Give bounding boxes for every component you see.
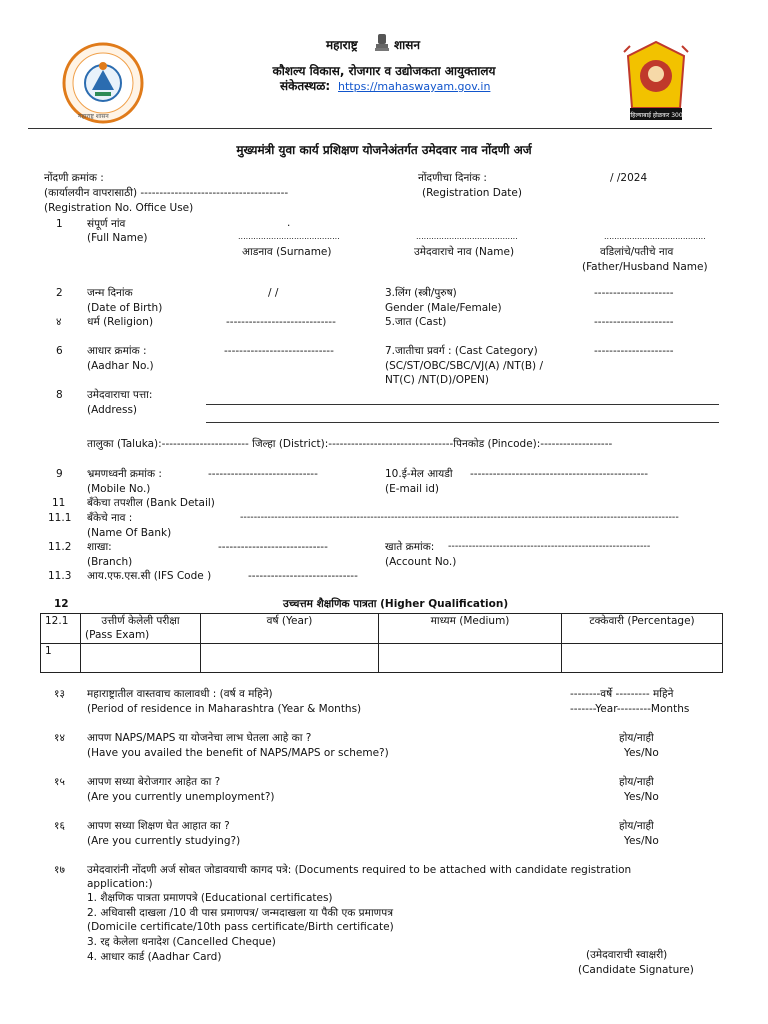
field-number: १३ xyxy=(54,688,65,700)
dob-field[interactable]: / / xyxy=(268,287,279,299)
right-logo-caption: अहिल्याबाई होळकर 300 xyxy=(626,112,683,119)
header-cell xyxy=(81,614,201,644)
naps-label: आपण NAPS/MAPS या योजनेचा लाभ घेतला आहे का ? xyxy=(87,732,312,744)
address-label-en: (Address) xyxy=(87,404,138,416)
registration-date-label: नोंदणीचा दिनांक : xyxy=(418,172,487,184)
religion-field[interactable]: ----------------------------- xyxy=(226,316,336,328)
percentage-cell[interactable] xyxy=(562,644,723,673)
bank-name-field[interactable]: -------------------------------------------------------------------------------------------------------------------------------- xyxy=(240,512,679,523)
gender-field[interactable]: --------------------- xyxy=(594,287,674,299)
bank-name-label-en: (Name Of Bank) xyxy=(87,527,172,539)
bank-detail-label: बँकेचा तपशील (Bank Detail) xyxy=(87,497,215,509)
address-line-1[interactable] xyxy=(206,404,719,405)
residence-period-field[interactable]: --------वर्षे --------- महिने xyxy=(570,688,674,700)
registration-date-label-en: (Registration Date) xyxy=(422,187,522,199)
residence-period-label: महाराष्ट्रातील वास्तवाच कालावधी : (वर्ष व महिने) xyxy=(87,688,273,700)
header-website-label: संकेतस्थळ: xyxy=(280,79,331,93)
row-number: 1 xyxy=(41,644,81,673)
studying-label-en: (Are you currently studying?) xyxy=(87,835,241,847)
table-row xyxy=(41,644,723,673)
header-maharashtra: महाराष्ट्र xyxy=(326,38,358,52)
father-name-label-en: (Father/Husband Name) xyxy=(582,261,708,273)
category-options: (SC/ST/OBC/SBC/VJ(A) /NT(B) / xyxy=(385,360,544,372)
documents-title-2: application:) xyxy=(87,878,153,890)
branch-label: शाखा: xyxy=(87,541,112,553)
pass-exam-header-en: (Pass Exam) xyxy=(85,628,150,641)
pass-exam-header: उत्तीर्ण केलेली परीक्षा xyxy=(101,615,180,627)
category-label: 7.जातीचा प्रवर्ग : (Cast Category) xyxy=(385,345,538,357)
field-number: 12 xyxy=(54,598,69,610)
religion-label: धर्म (Religion) xyxy=(87,316,154,328)
pass-exam-cell[interactable] xyxy=(81,644,201,673)
aadhar-label: आधार क्रमांक : xyxy=(87,345,147,357)
unemployed-answer[interactable]: होय/नाही xyxy=(619,776,654,788)
full-name-dot: . xyxy=(287,217,291,229)
full-name-label-en: (Full Name) xyxy=(87,232,148,244)
bank-name-label: बँकेचे नाव : xyxy=(87,512,133,524)
signature-label: (उमेदवाराची स्वाक्षरी) xyxy=(586,949,668,961)
email-label-en: (E-mail id) xyxy=(385,483,440,495)
medium-cell[interactable] xyxy=(379,644,562,673)
field-number: 9 xyxy=(56,468,63,480)
year-cell[interactable] xyxy=(201,644,379,673)
address-line-2[interactable] xyxy=(206,422,719,423)
cast-field[interactable]: --------------------- xyxy=(594,316,674,328)
taluka-district-pincode[interactable]: तालुका (Taluka):----------------------- जिल्हा (District):---------------------------------पिनकोड (Pincode):------------------- xyxy=(87,438,613,450)
field-number: 6 xyxy=(56,345,63,357)
naps-answer[interactable]: होय/नाही xyxy=(619,732,654,744)
address-label: उमेदवाराचा पत्ता: xyxy=(87,389,153,401)
document-item: 4. आधार कार्ड (Aadhar Card) xyxy=(87,951,222,963)
residence-period-field-en[interactable]: -------Year---------Months xyxy=(570,703,690,715)
national-emblem-icon xyxy=(372,32,392,56)
account-label-en: (Account No.) xyxy=(385,556,457,568)
surname-label: आडनाव (Surname) xyxy=(242,246,332,258)
signature-label-en: (Candidate Signature) xyxy=(578,964,694,976)
account-label: खाते क्रमांक: xyxy=(385,541,435,553)
field-number: 8 xyxy=(56,389,63,401)
unemployed-label-en: (Are you currently unemployment?) xyxy=(87,791,275,803)
table-header-row xyxy=(41,614,723,644)
father-name-field[interactable]: ........................................ xyxy=(604,232,706,241)
qualification-title: उच्चत्तम शैक्षणिक पात्रता (Higher Qualification) xyxy=(283,598,509,610)
left-logo-caption: महाराष्ट्र शासन xyxy=(78,113,109,120)
field-number: १५ xyxy=(54,776,65,788)
document-item: (Domicile certificate/10th pass certificate/Birth certificate) xyxy=(87,921,394,933)
studying-answer[interactable]: होय/नाही xyxy=(619,820,654,832)
document-item: 3. रद्द केलेला धनादेश (Cancelled Cheque) xyxy=(87,936,276,948)
studying-answer-en[interactable]: Yes/No xyxy=(624,835,659,847)
registration-no-label-en: (Registration No. Office Use) xyxy=(44,202,194,214)
gender-label-en: Gender (Male/Female) xyxy=(385,302,502,314)
naps-answer-en[interactable]: Yes/No xyxy=(624,747,659,759)
registration-date-value: / /2024 xyxy=(610,172,648,184)
naps-label-en: (Have you availed the benefit of NAPS/MAPS or scheme?) xyxy=(87,747,389,759)
father-name-label: वडिलांचे/पतीचे नाव xyxy=(600,246,674,258)
email-label: 10.ई-मेल आयडी xyxy=(385,468,453,480)
category-options-2: NT(C) /NT(D)/OPEN) xyxy=(385,374,489,386)
header-department: कौशल्य विकास, रोजगार व उद्योजकता आयुक्तालय xyxy=(272,64,496,78)
surname-field[interactable]: ........................................ xyxy=(238,232,340,241)
gender-label: 3.लिंग (स्त्री/पुरुष) xyxy=(385,287,457,299)
unemployed-answer-en[interactable]: Yes/No xyxy=(624,791,659,803)
field-number: 11.2 xyxy=(48,541,72,553)
category-field[interactable]: --------------------- xyxy=(594,345,674,357)
mobile-label: भ्रमणध्वनी क्रमांक : xyxy=(87,468,162,480)
skill-department-logo xyxy=(62,42,144,124)
field-number: ४ xyxy=(56,316,62,328)
form-title: मुख्यमंत्री युवा कार्य प्रशिक्षण योजनेअंतर्गत उमेदवार नाव नोंदणी अर्ज xyxy=(236,143,532,157)
year-header: वर्ष (Year) xyxy=(201,614,379,644)
aadhar-label-en: (Aadhar No.) xyxy=(87,360,154,372)
ifsc-field[interactable]: ----------------------------- xyxy=(248,570,358,582)
document-item: 2. अधिवासी दाखला /10 वी पास प्रमाणपत्र/ जन्मदाखला या पैकी एक प्रमाणपत्र xyxy=(87,907,394,919)
field-number: 2 xyxy=(56,287,63,299)
cast-label: 5.जात (Cast) xyxy=(385,316,447,328)
email-field[interactable]: ----------------------------------------------- xyxy=(470,468,649,480)
dob-label-en: (Date of Birth) xyxy=(87,302,163,314)
account-field[interactable]: ----------------------------------------------------------- xyxy=(448,541,651,552)
aadhar-field[interactable]: ----------------------------- xyxy=(224,345,334,357)
field-number: १७ xyxy=(54,864,65,876)
header-shasan: शासन xyxy=(394,38,421,52)
branch-field[interactable]: ----------------------------- xyxy=(218,541,328,553)
office-use-label: (कार्यालयीन वापरासाठी) --------------------------------------- xyxy=(44,187,289,199)
percentage-header: टक्केवारी (Percentage) xyxy=(562,614,723,644)
field-number: 11.3 xyxy=(48,570,72,582)
dob-label: जन्म दिनांक xyxy=(87,287,133,299)
residence-period-label-en: (Period of residence in Maharashtra (Year & Months) xyxy=(87,703,362,715)
header-cell: 12.1 xyxy=(41,614,81,644)
medium-header: माध्यम (Medium) xyxy=(379,614,562,644)
full-name-label: संपूर्ण नांव xyxy=(87,218,126,230)
field-number: १४ xyxy=(54,732,65,744)
unemployed-label: आपण सध्या बेरोजगार आहेत का ? xyxy=(87,776,221,788)
ifsc-label: आय.एफ.एस.सी (IFS Code ) xyxy=(87,570,212,582)
field-number: 11 xyxy=(52,497,66,509)
field-number: 1 xyxy=(56,218,63,230)
mobile-label-en: (Mobile No.) xyxy=(87,483,151,495)
branch-label-en: (Branch) xyxy=(87,556,133,568)
name-field[interactable]: ........................................ xyxy=(416,232,518,241)
header-website-link[interactable]: https://mahaswayam.gov.in xyxy=(338,80,491,93)
documents-title: उमेदवारांनी नोंदणी अर्ज सोबत जोडावयाची कागद पत्रे: (Documents required to be attached with candidate registration xyxy=(87,864,632,876)
mobile-field[interactable]: ----------------------------- xyxy=(208,468,318,480)
document-item: 1. शैक्षणिक पात्रता प्रमाणपत्रे (Educational certificates) xyxy=(87,892,333,904)
field-number: १६ xyxy=(54,820,65,832)
name-label: उमेदवाराचे नाव (Name) xyxy=(414,246,515,258)
field-number: 11.1 xyxy=(48,512,72,524)
studying-label: आपण सध्या शिक्षण घेत आहात का ? xyxy=(87,820,230,832)
qualification-table xyxy=(40,613,723,673)
registration-no-label: नोंदणी क्रमांक : xyxy=(44,172,104,184)
header-divider xyxy=(28,128,712,129)
